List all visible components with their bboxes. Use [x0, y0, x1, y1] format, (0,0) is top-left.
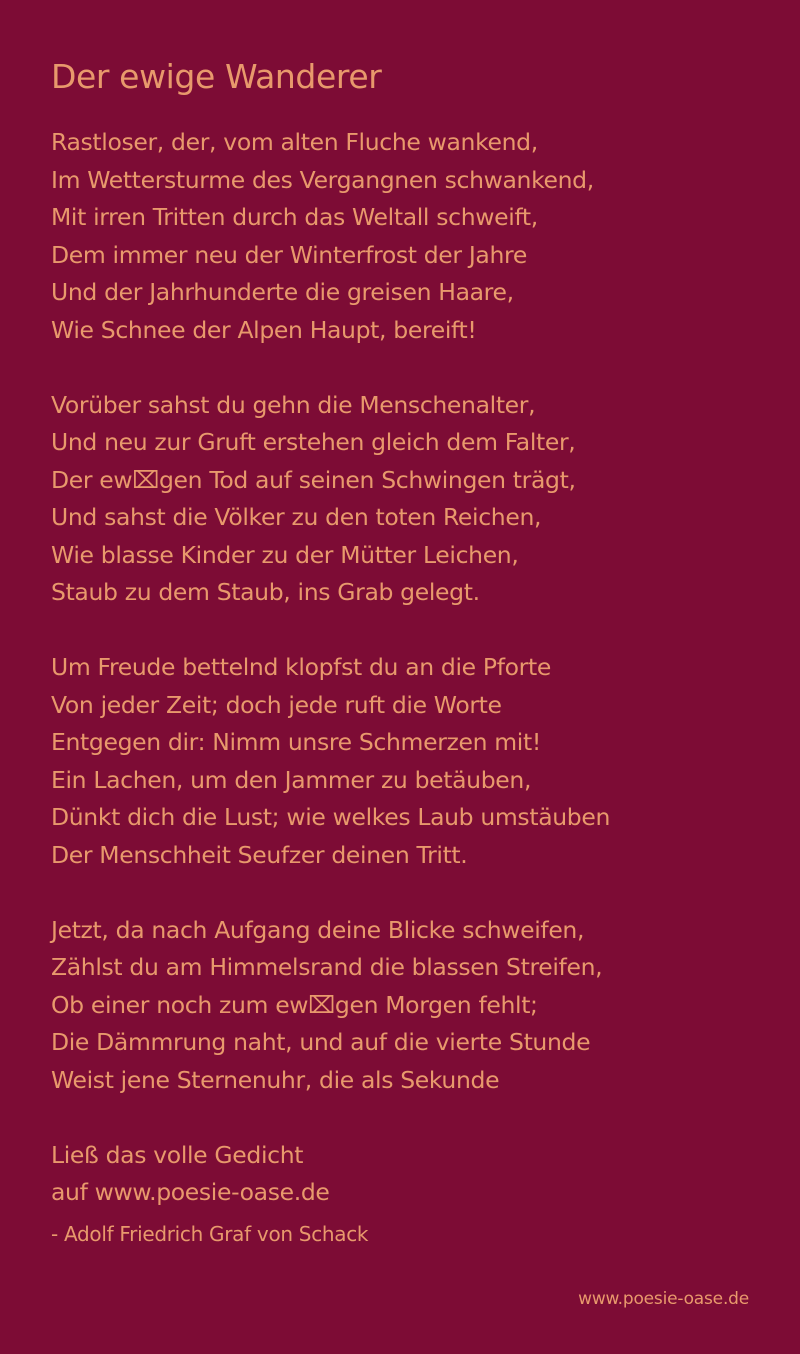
website-watermark: www.poesie-oase.de: [578, 1289, 749, 1309]
poem-line: Von jeder Zeit; doch jede ruft die Worte: [51, 690, 502, 719]
poem-line: Um Freude bettelnd klopfst du an die Pforte: [51, 653, 551, 681]
stanza-4: [51, 912, 771, 1100]
poem-author: - Adolf Friedrich Graf von Schack: [51, 1221, 369, 1246]
poem-line: Jetzt, da nach Aufgang deine Blicke schweifen,: [51, 915, 585, 944]
poem-title: Der ewige Wanderer: [51, 57, 382, 96]
poem-line: Wie blasse Kinder zu der Mütter Leichen,: [51, 540, 519, 569]
poem-line: Wie Schnee der Alpen Haupt, bereift!: [51, 315, 477, 344]
poem-line: Zählst du am Himmelsrand die blassen Streifen,: [51, 953, 603, 981]
full-poem-note: [51, 1137, 771, 1212]
poem-line: Mit irren Tritten durch das Weltall schweift,: [51, 203, 538, 231]
poem-line: Der Menschheit Seufzer deinen Tritt.: [51, 840, 468, 869]
poem-line: Dem immer neu der Winterfrost der Jahre: [51, 240, 527, 269]
stanza-2: [51, 387, 771, 612]
poem-line: Ein Lachen, um den Jammer zu betäuben,: [51, 765, 532, 794]
note-line: Ließ das volle Gedicht: [51, 1140, 304, 1169]
poem-line: Vorüber sahst du gehn die Menschenalter,: [51, 390, 536, 419]
poem-line: Die Dämmrung naht, und auf die vierte Stunde: [51, 1028, 591, 1056]
poem-line: Entgegen dir: Nimm unsre Schmerzen mit!: [51, 728, 541, 756]
poem-line: Dünkt dich die Lust; wie welkes Laub umstäuben: [51, 803, 611, 831]
stanza-1: [51, 124, 771, 349]
poem-line: Und neu zur Gruft erstehen gleich dem Falter,: [51, 428, 576, 456]
poem-line: Staub zu dem Staub, ins Grab gelegt.: [51, 578, 480, 606]
note-line: auf www.poesie-oase.de: [51, 1178, 330, 1206]
poem-line: Im Wettersturme des Vergangnen schwankend,: [51, 165, 594, 194]
poem-line: Weist jene Sternenuhr, die als Sekunde: [51, 1065, 500, 1094]
poem-line: Der ew⌧gen Tod auf seinen Schwingen trägt,: [51, 465, 576, 494]
stanza-3: [51, 649, 771, 874]
poem-line: Ob einer noch zum ew⌧gen Morgen fehlt;: [51, 990, 538, 1019]
poem-line: Und sahst die Völker zu den toten Reichen,: [51, 503, 542, 531]
poem-line: Und der Jahrhunderte die greisen Haare,: [51, 278, 514, 306]
poem-card: [51, 56, 771, 1248]
poem-line: Rastloser, der, vom alten Fluche wankend,: [51, 128, 538, 156]
